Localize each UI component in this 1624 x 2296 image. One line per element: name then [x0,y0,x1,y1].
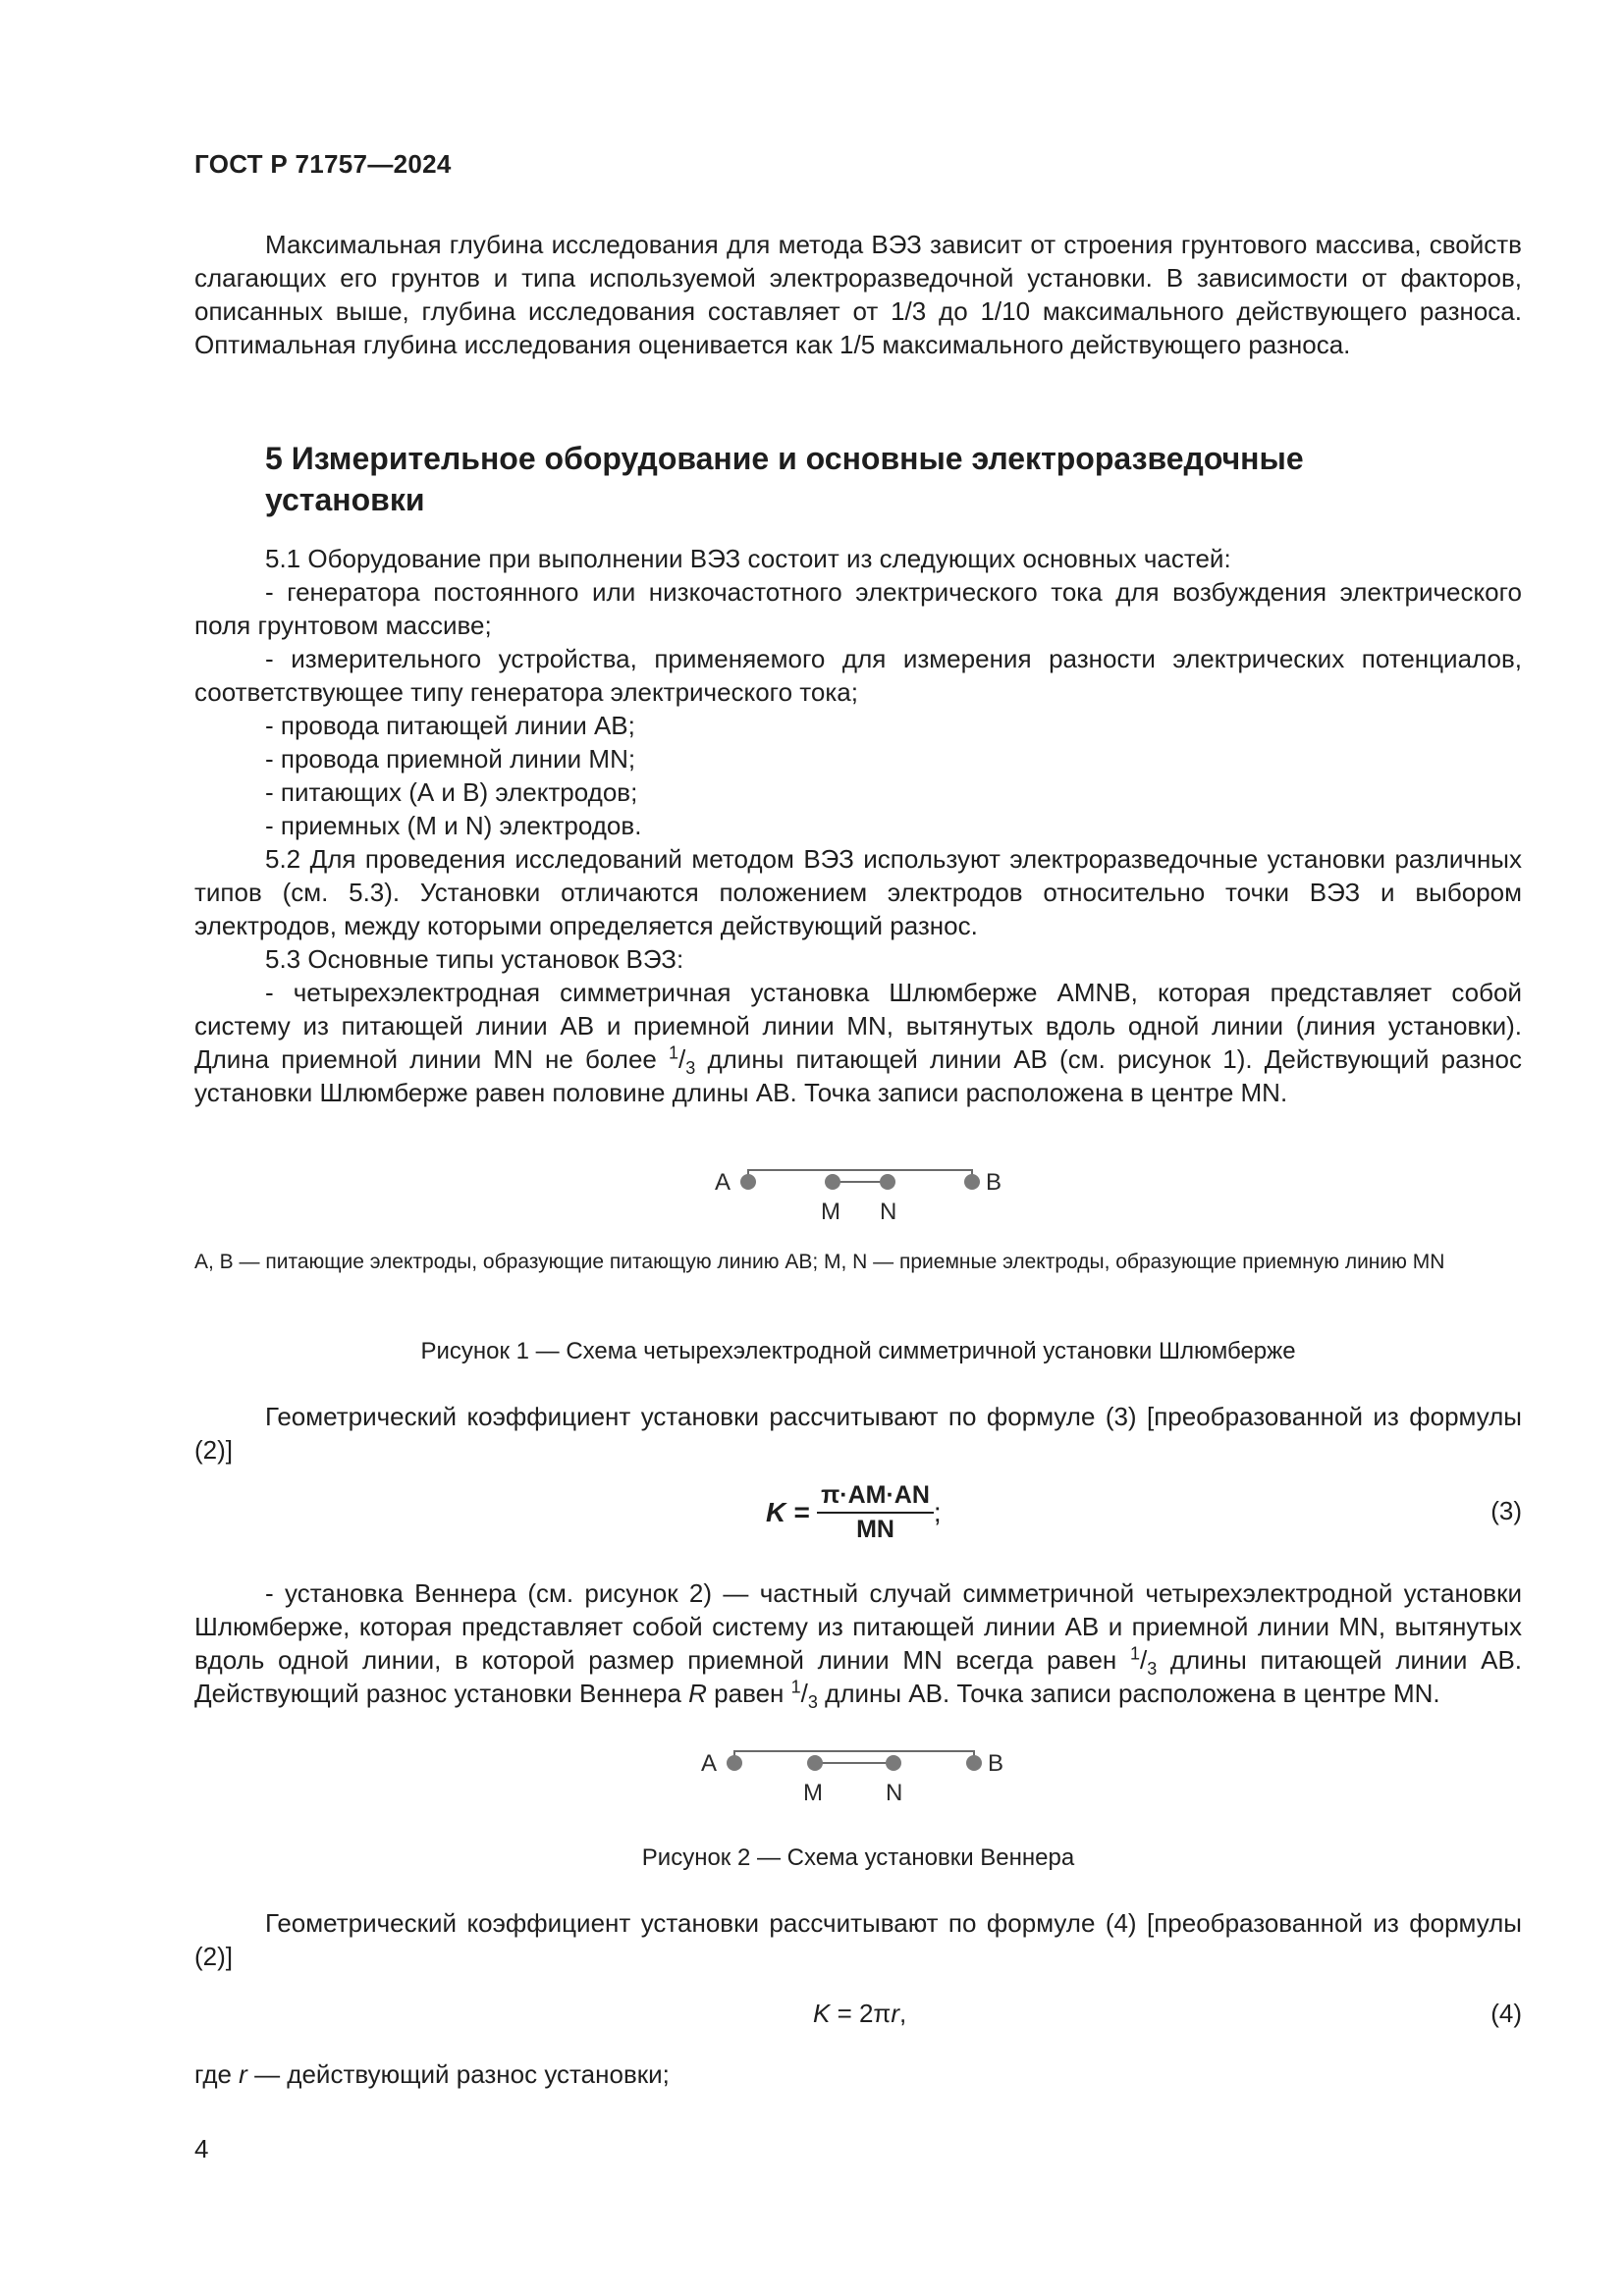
figure-1-legend: А, В — питающие электроды, образующие питающую линию АВ; М, N — приемные электроды, образующие приемную линию MN [194,1251,1445,1273]
figure-2-wenner-diagram [683,1730,1017,1808]
fraction-numerator: 1 [1129,1643,1140,1664]
fraction-denominator: 3 [1147,1659,1158,1680]
page-number: 4 [194,2134,209,2163]
fraction-numerator: 1 [790,1677,801,1697]
text-run: - четырехэлектродная симметричная установка Шлюмберже AMNB, которая представляет собой систему из питающей линии АВ и приемной линии MN, вытянутых вдоль одной линии (линия установки). Длина приемной линии MN не более [194,978,1522,1074]
formula-4-number: (4) [1490,1999,1522,2028]
formula-3-numerator: π·AM·AN [817,1480,934,1514]
electrode-m [807,1755,823,1771]
variable-r: R [688,1679,707,1708]
text-run: длины питающей линии АВ. Действующий разнос установки Веннера [194,1645,1523,1708]
formula-3 [766,1480,942,1545]
para-5-1-lead: 5.1 Оборудование при выполнении ВЭЗ состоит из следующих основных частей: [265,544,1231,573]
text-run: длины АВ. Точка записи расположена в центре MN. [817,1679,1440,1708]
section-title-line1: 5 Измерительное оборудование и основные электроразведочные [265,441,1304,476]
formula-3-intro [194,1400,1522,1467]
para-5-2: 5.2 Для проведения исследований методом ВЭЗ используют электроразведочные установки различных типов (см. 5.3). Установки отличаются положением электродов относительно точки ВЭЗ и выбором электродов, между которыми определяется действующий разнос. [194,844,1522,940]
label-a: A [715,1169,731,1196]
figure-1-caption: Рисунок 1 — Схема четырехэлектродной симметричной установки Шлюмберже [420,1338,1296,1364]
formula-3-intro-text: Геометрический коэффициент установки рассчитывают по формуле (3) [преобразованной из формулы (2)] [194,1402,1522,1465]
electrode-n [886,1755,901,1771]
text-run: — действующий разнос установки; [246,2059,670,2089]
where-text [194,2057,1522,2091]
label-m: M [821,1199,840,1225]
fraction-denominator: 3 [807,1692,818,1713]
list-item: - генератора постоянного или низкочастотного электрического тока для возбуждения электрического поля грунтовом массиве; [194,577,1522,640]
electrode-b [966,1755,982,1771]
figure-2-svg [683,1730,1017,1808]
list-item: - приемных (М и N) электродов. [265,811,642,840]
electrode-a [727,1755,742,1771]
section-title [265,438,1443,520]
label-m: M [803,1780,823,1806]
para-5-3-lead: 5.3 Основные типы установок ВЭЗ: [265,944,684,974]
supply-line-ab [734,1751,974,1763]
intro-paragraph [194,228,1522,361]
formula-3-fraction [817,1480,934,1545]
where-clause [194,2057,1522,2091]
formula-4-r: r [891,1999,900,2028]
formula-4-intro-text: Геометрический коэффициент установки рассчитывают по формуле (4) [преобразованной из формулы (2)] [194,1908,1522,1971]
formula-3-number: (3) [1490,1496,1522,1525]
electrode-b [964,1174,980,1190]
intro-text: Максимальная глубина исследования для метода ВЭЗ зависит от строения грунтового массива, свойств слагающих его грунтов и типа используемой электроразведочной установки. В зависимости от факторов, описанных выше, глубина исследования составляет от 1/3 до 1/10 максимального действующего разноса. Оптимальная глубина исследования оценивается как 1/5 максимального действующего разноса. [194,230,1522,359]
formula-4-rest: = 2π [830,1999,892,2028]
wenner-text: - установка Веннера (см. рисунок 2) — частный случай симметричной четырехэлектродной установки Шлюмберже, которая представляет собой систему из питающей линии АВ и приемной линии MN, вытянутых вдоль одной линии, в которой размер приемной линии MN всегда равен $^1/_3$ длины питающей линии АВ. Действующий разнос установки Веннера R равен $^1/_3$ длины АВ. Точка записи расположена в центре MN. [194,1578,1523,1713]
label-b: B [988,1750,1004,1777]
para-5-3-item-schlumberger: - четырехэлектродная симметричная установка Шлюмберже AMNB, которая представляет собой систему из питающей линии АВ и приемной линии MN, вытянутых вдоль одной линии (линия установки). Длина приемной линии MN не более $^1/_3$ длины питающей линии АВ (см. рисунок 1). Действующий разнос установки Шлюмберже равен половине длины АВ. Точка записи расположена в центре MN. [194,978,1522,1107]
label-n: N [886,1780,903,1806]
list-item: - измерительного устройства, применяемого для измерения разности электрических потенциалов, соответствующее типу генератора электрического тока; [194,644,1522,707]
variable-r: r [239,2059,247,2089]
label-n: N [880,1199,897,1225]
figure-1-svg [687,1148,1021,1227]
formula-4-intro [194,1906,1522,1973]
electrode-a [740,1174,756,1190]
fraction-numerator: 1 [669,1042,679,1063]
formula-4-tail: , [899,1999,907,2028]
supply-line-ab [748,1170,972,1182]
figure-1-schlumberger-diagram [687,1148,1021,1227]
text-run: равен [706,1679,791,1708]
formula-4-k: K [813,1999,831,2028]
list-item: - провода приемной линии MN; [265,744,636,774]
list-item: - провода питающей линии АВ; [265,711,635,740]
formula-3-denominator: MN [856,1516,894,1543]
formula-3-tail: ; [933,1497,942,1527]
fraction-denominator: 3 [685,1058,696,1079]
text-run: длины питающей линии АВ (см. рисунок 1). Действующий разнос установки Шлюмберже равен половине длины АВ. Точка записи расположена в центре MN. [194,1044,1522,1107]
figure-2-caption: Рисунок 2 — Схема установки Веннера [641,1844,1075,1871]
list-item: - питающих (А и В) электродов; [265,777,638,807]
section-5-1-body [194,542,1522,1109]
text-run: где [194,2059,240,2089]
document-header: ГОСТ Р 71757—2024 [194,149,452,179]
electrode-m [825,1174,840,1190]
electrode-n [880,1174,895,1190]
label-b: B [986,1169,1002,1196]
wenner-paragraph [194,1576,1523,1713]
formula-4 [813,1997,906,2030]
formula-3-lhs: K = [766,1497,810,1527]
text-run: - установка Веннера (см. рисунок 2) — частный случай симметричной четырехэлектродной установки Шлюмберже, которая представляет собой систему из питающей линии АВ и приемной линии MN, вытянутых вдоль одной линии, в которой размер приемной линии MN всегда равен [194,1578,1522,1675]
label-a: A [701,1750,718,1777]
section-title-line2: установки [265,482,425,517]
